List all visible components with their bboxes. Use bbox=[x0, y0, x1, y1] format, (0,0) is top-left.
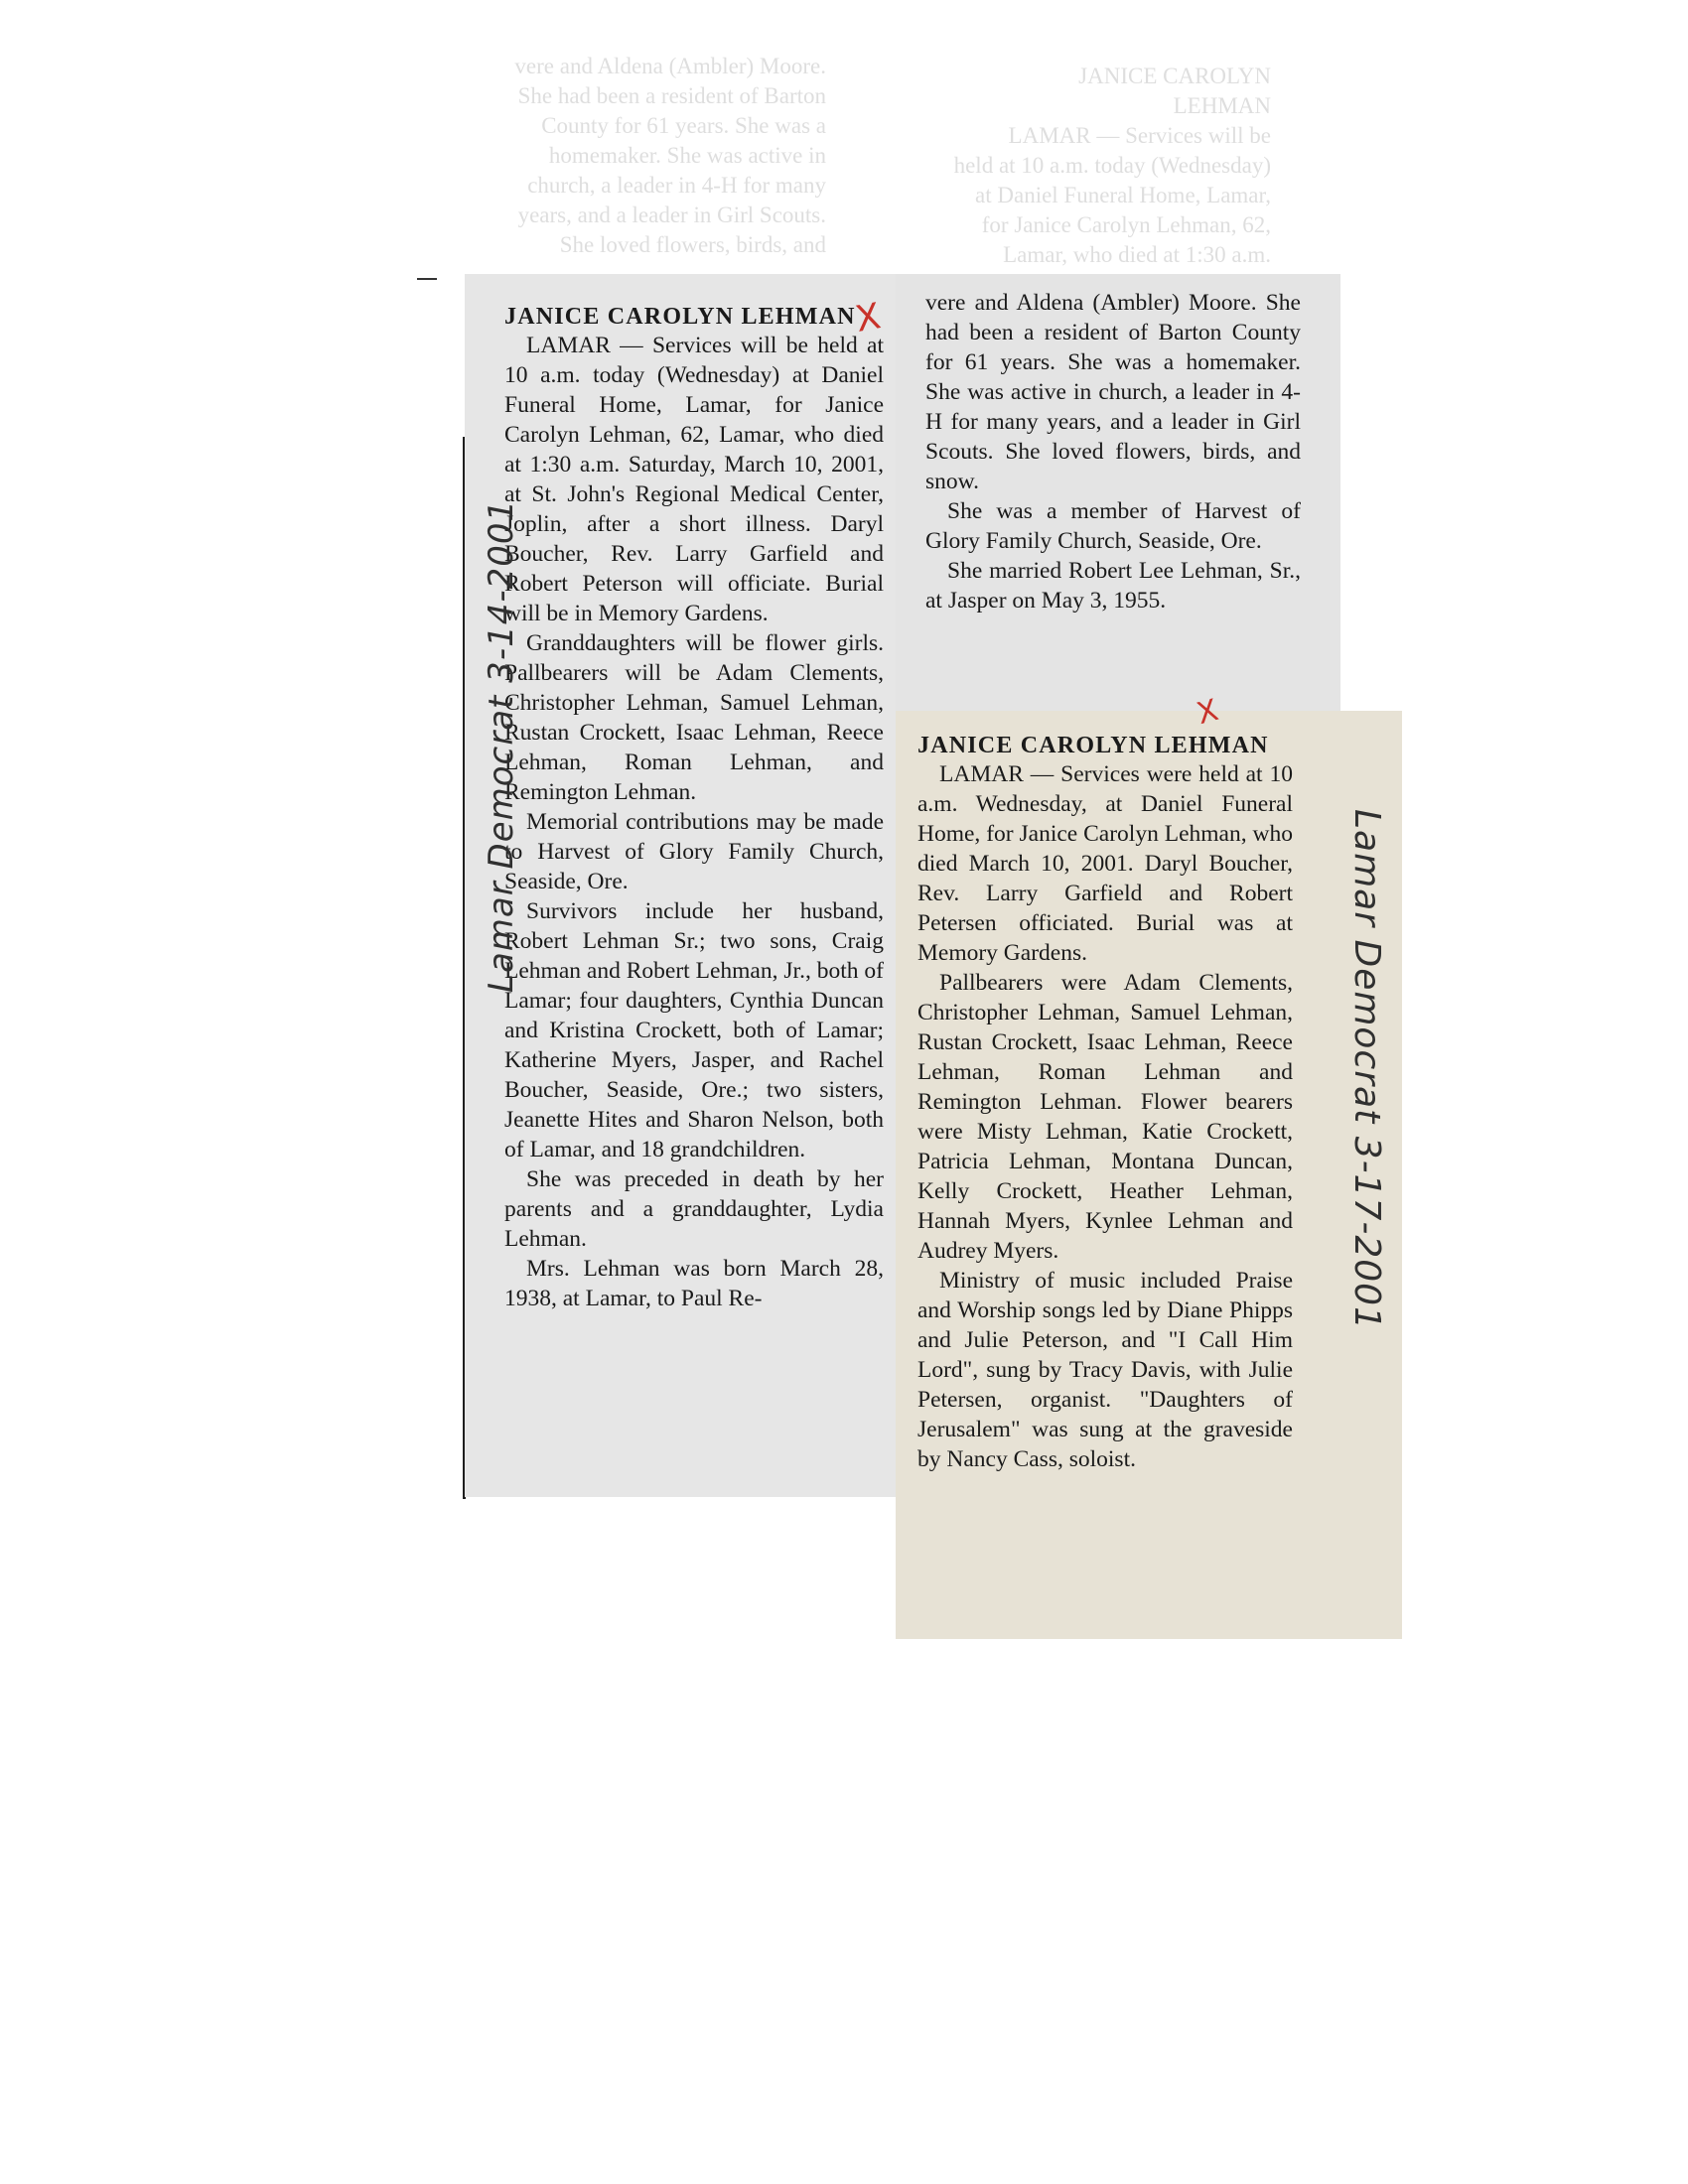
obituary-heading: JANICE CAROLYN LEHMAN bbox=[504, 304, 856, 330]
obituary-paragraph: vere and Aldena (Ambler) Moore. She had been a resident of Barton County for 61 years. She was a homemaker. She was active in church, a leader in 4-H for many years, and a leader in Girl Scouts. She loved flowers, birds, and snow. bbox=[925, 290, 1301, 494]
red-check-mark: X bbox=[852, 296, 885, 341]
obituary-paragraph: Survivors include her husband, Robert Lehman Sr.; two sons, Craig Lehman and Robert Lehman, Jr., both of Lamar; four daughters, Cynthia Duncan and Kristina Crockett, both of Lamar; Katherine Myers, Jasper, and Rachel Boucher, Seaside, Ore.; two sisters, Jeanette Hites and Sharon Nelson, both of Lamar, and 18 grandchildren. bbox=[504, 898, 884, 1162]
handwritten-source-note: Lamar Democrat 3-17-2001 bbox=[1346, 809, 1387, 1330]
obituary-paragraph: She was preceded in death by her parents and a granddaughter, Lydia Lehman. bbox=[504, 1166, 884, 1252]
handwritten-source-note: Lamar Democrat 3-14-2001 bbox=[482, 498, 521, 993]
scan-tick-mark bbox=[417, 278, 437, 280]
obituary-paragraph: Memorial contributions may be made to Harvest of Glory Family Church, Seaside, Ore. bbox=[504, 809, 884, 894]
obituary-clipping-continuation bbox=[896, 274, 1340, 713]
notice-paragraph: Pallbearers were Adam Clements, Christopher Lehman, Samuel Lehman, Rustan Crockett, Isaac Lehman, Reece Lehman, Roman Lehman and Remington Lehman. Flower bearers were Misty Lehman, Katie Crockett, Patricia Lehman, Montana Duncan, Kelly Crockett, Heather Lehman, Hannah Myers, Kynlee Lehman and Audrey Myers. bbox=[917, 970, 1293, 1264]
ghost-text-top-left: vere and Aldena (Ambler) Moore. She had been a resident of Barton County for 61 years. She was a homemaker. She was active in church, a leader in 4-H for many years, and a leader in Girl Scouts. She loved flowers, birds, and bbox=[514, 54, 826, 257]
notice-paragraph: Ministry of music included Praise and Worship songs led by Diane Phipps and Julie Peterson, and "I Call Him Lord", sung by Tracy Davis, with Julie Petersen, organist. "Daughters of Jerusalem" was sung at the graveside by Nancy Cass, soloist. bbox=[917, 1268, 1293, 1472]
obituary-paragraph: Granddaughters will be flower girls. Pallbearers will be Adam Clements, Christopher Lehman, Samuel Lehman, Rustan Crockett, Isaac Lehman, Reece Lehman, Roman Lehman, and Remington Lehman. bbox=[504, 630, 884, 805]
notice-paragraph: LAMAR — Services were held at 10 a.m. Wednesday, at Daniel Funeral Home, for Janice Carolyn Lehman, who died March 10, 2001. Daryl Boucher, Rev. Larry Garfield and Robert Petersen officiated. Burial was at Memory Gardens. bbox=[917, 761, 1293, 966]
obituary-clipping-first-column bbox=[465, 274, 896, 1497]
obituary-paragraph: She was a member of Harvest of Glory Family Church, Seaside, Ore. bbox=[925, 498, 1301, 554]
notice-heading: JANICE CAROLYN LEHMAN bbox=[917, 733, 1269, 758]
ghost-text-top-right: JANICE CAROLYN LEHMAN LAMAR — Services will be held at 10 a.m. today (Wednesday) at Daniel Funeral Home, Lamar, for Janice Carolyn Lehman, 62, Lamar, who died at 1:30 a.m. bbox=[953, 64, 1271, 267]
obituary-paragraph: Mrs. Lehman was born March 28, 1938, at Lamar, to Paul Re- bbox=[504, 1256, 884, 1311]
obituary-paragraph: She married Robert Lee Lehman, Sr., at Jasper on May 3, 1955. bbox=[925, 558, 1301, 614]
services-notice-clipping bbox=[896, 711, 1402, 1639]
obituary-paragraph: LAMAR — Services will be held at 10 a.m. today (Wednesday) at Daniel Funeral Home, Lamar, for Janice Carolyn Lehman, 62, Lamar, who died at 1:30 a.m. Saturday, March 10, 2001, at St. John's Regional Medical Center, Joplin, after a short illness. Daryl Boucher, Rev. Larry Garfield and Robert Peterson will officiate. Burial will be in Memory Gardens. bbox=[504, 333, 884, 626]
red-check-mark: X bbox=[1193, 692, 1222, 733]
